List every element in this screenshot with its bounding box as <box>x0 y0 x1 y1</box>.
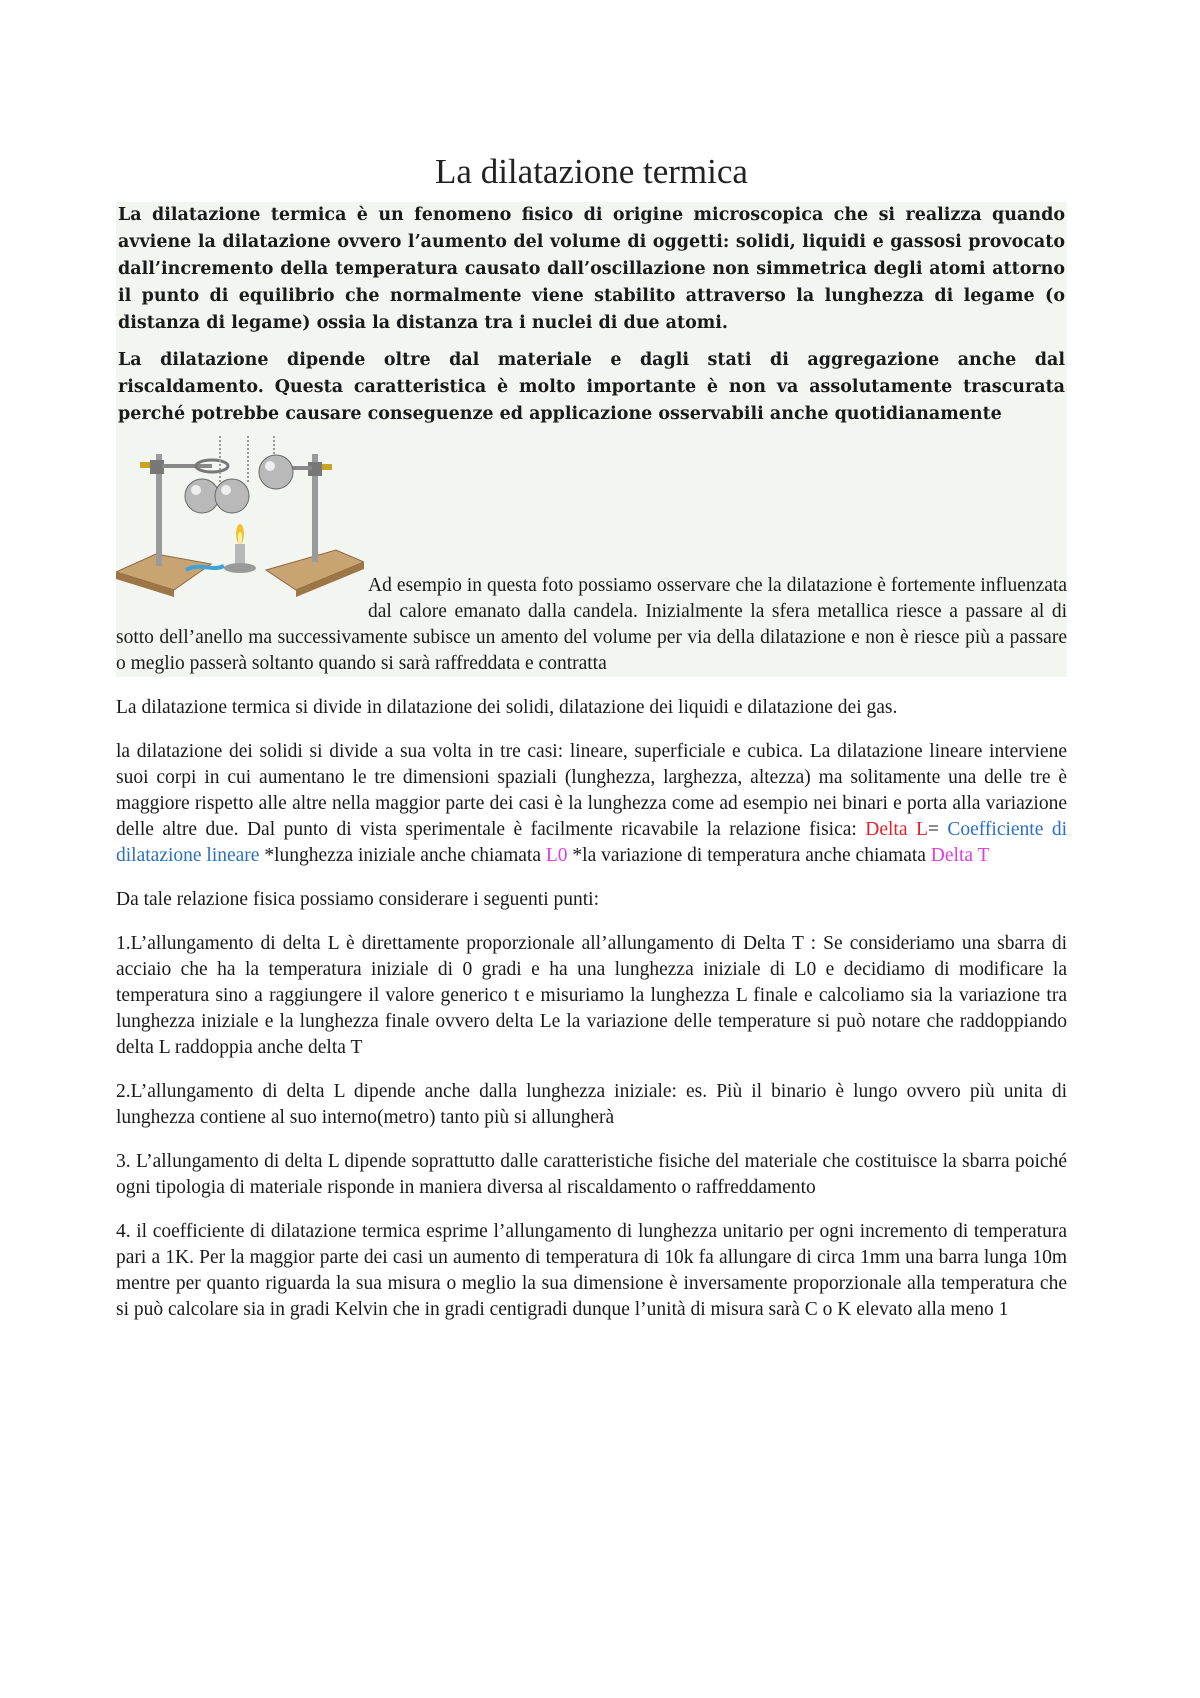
page-title: La dilatazione termica <box>435 152 748 191</box>
point-2: 2.L’allungamento di delta L dipende anche dalla lunghezza iniziale: es. Più il binario è lungo ovvero più unita di lunghezza contiene al suo interno(metro) tanto più si allungherà <box>116 1081 1067 1128</box>
formula-equals: = <box>927 819 939 840</box>
paragraph-points-intro: Da tale relazione fisica possiamo considerare i seguenti punti: <box>116 889 599 910</box>
highlighted-intro-block <box>116 202 1067 677</box>
paragraph-types: La dilatazione termica si divide in dilatazione dei solidi, dilatazione dei liquidi e dilatazione dei gas. <box>116 697 898 718</box>
paragraph-solids-text: la dilatazione dei solidi si divide a sua volta in tre casi: lineare, superficiale e cubica. La dilatazione lineare interviene suoi corpi in cui aumentano le tre dimensioni spaziali (lunghezza, larghezza, altezza) ma solitamente una delle tre è maggiore rispetto alle altre nella maggior parte dei casi è la lunghezza come ad esempio nei binari e porta alla variazione delle altre due. Dal punto di vista sperimentale è facilmente ricavabile la relazione fisica: <box>116 741 1067 840</box>
point-1: 1.L’allungamento di delta L è direttamente proporzionale all’allungamento di Delta T : Se consideriamo una sbarra di acciaio che ha la temperatura iniziale di 0 gradi e ha una lunghezza iniziale di L0 e decidiamo di modificare la temperatura sino a raggiungere il valore generico t e misuriamo la lunghezza L finale e calcoliamo sia la variazione tra lunghezza iniziale e la lunghezza finale ovvero delta Le la variazione delle temperature si può notare che raddoppiando delta L raddoppia anche delta T <box>116 933 1067 1058</box>
document-page <box>116 150 1067 1323</box>
formula-l0: L0 <box>545 845 568 866</box>
intro-paragraph-1: La dilatazione termica è un fenomeno fisico di origine microscopica che si realizza quando avviene la dilatazione ovvero l’aumento del volume di oggetti: solidi, liquidi e gassosi provocato dall’incremento della temperatura causato dall’oscillazione non simmetrica degli atomi attorno il punto di equilibrio che normalmente viene stabilito attraverso la lunghezza di legame (o distanza di legame) ossia la distanza tra i nuclei di due atomi. <box>118 205 1065 333</box>
formula-delta-l: Delta L <box>865 819 928 840</box>
formula-delta-t: Delta T <box>930 845 990 866</box>
formula-coefficient: Coefficiente di dilatazione lineare <box>116 819 1068 866</box>
point-4: 4. il coefficiente di dilatazione termica esprime l’allungamento di lunghezza unitario per ogni incremento di temperatura pari a 1K. Per la maggior parte dei casi un aumento di temperatura di 10k fa allungare di circa 1mm una barra lunga 10m mentre per quanto riguarda la sua misura o meglio la sua dimensione è inversamente proporzionale alla temperatura che si può calcolare sia in gradi Kelvin che in gradi centigradi dunque l’unità di misura sarà C o K elevato alla meno 1 <box>116 1221 1067 1320</box>
figure-caption: Ad esempio in questa foto possiamo osservare che la dilatazione è fortemente influenzata dal calore emanato dalla candela. Inizialmente la sfera metallica riesce a passare al di sotto dell’anello ma successivamente subisce un amento del volume per via della dilatazione e non è riesce più a passare o meglio passerà soltanto quando si sarà raffreddata e contratta <box>116 575 1067 674</box>
point-3: 3. L’allungamento di delta L dipende soprattutto dalle caratteristiche fisiche del materiale che costituisce la sbarra poiché ogni tipologia di materiale risponde in maniera diversa al riscaldamento o raffreddamento <box>116 1151 1067 1198</box>
figure-block <box>116 428 1067 677</box>
paragraph-solids <box>116 739 1067 869</box>
ball-and-ring-experiment-icon <box>116 432 364 602</box>
formula-middle: *lunghezza iniziale anche chiamata <box>259 845 546 866</box>
intro-paragraph-2: La dilatazione dipende oltre dal materiale e dagli stati di aggregazione anche dal riscaldamento. Questa caratteristica è molto importante è non va assolutamente trascurata perché potrebbe causare conseguenze ed applicazione osservabili anche quotidianamente <box>118 350 1065 424</box>
formula-tail: *la variazione di temperatura anche chiamata <box>567 845 931 866</box>
